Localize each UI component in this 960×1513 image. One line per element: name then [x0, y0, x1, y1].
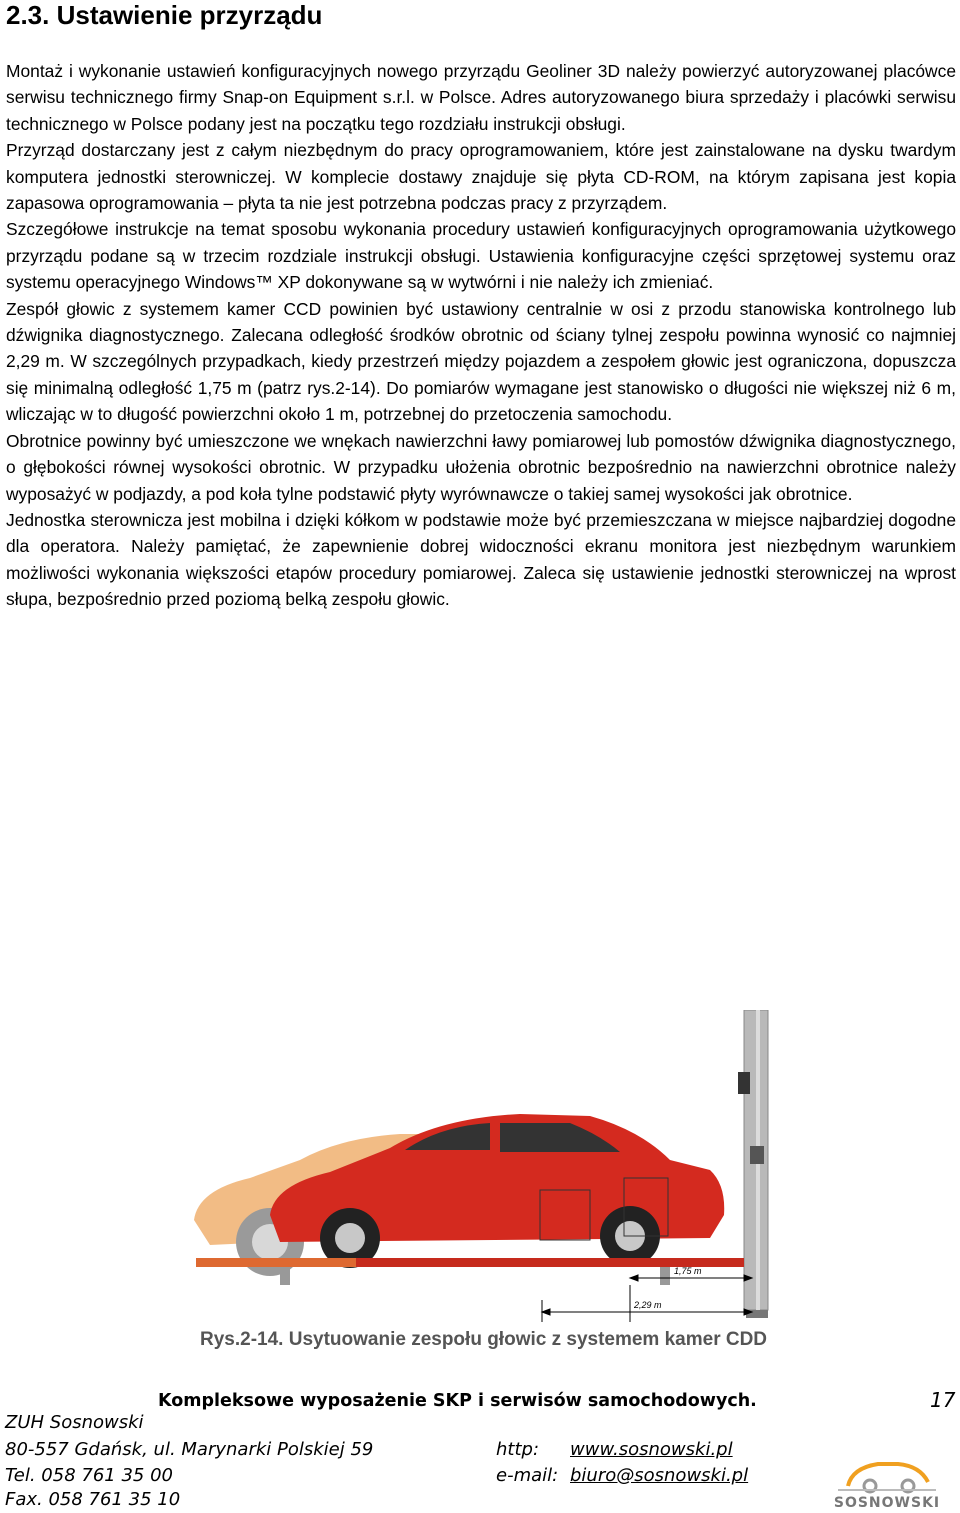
company-logo: [818, 1454, 956, 1510]
dimension-short-label: 1,75 m: [674, 1266, 702, 1276]
footer-http-label: http:: [496, 1439, 540, 1460]
paragraph-configuration: Szczegółowe instrukcje na temat sposobu wykonania procedury ustawień konfiguracyjnych oprogramowania użytkowego przyrządu podane są w trzecim rozdziale instrukcji obsługi. Ustawienia konfiguracyjne części sprzętowej systemu oraz systemu operacyjnego Windows™ XP dokonywane są w wytwórni i nie należy ich zmieniać.: [6, 219, 956, 293]
alignment-figure: [190, 1010, 770, 1355]
paragraph-head-position: Zespół głowic z systemem kamer CCD powinien być ustawiony centralnie w osi z przodu stanowiska kontrolnego lub dźwignika diagnostycznego. Zalecana odległość środków obrotnic od ściany tylnej zespołu powinna wynosić co najmniej 2,29 m. W szczególnych przypadkach, kiedy przestrzeń między pojazdem a zespołem głowic jest ograniczona, dopuszcza się minimalną odległość 1,75 m (patrz rys.2-14). Do pomiarów wymagane jest stanowisko o długości nie większej niż 6 m, wliczając w to długość powierzchni około 1 m, potrzebnej do przetoczenia samochodu.: [6, 298, 956, 425]
figure-caption: Rys.2-14. Usytuowanie zespołu głowic z systemem kamer CDD: [200, 1329, 768, 1350]
head-column: [738, 1010, 768, 1318]
footer-email-label: e-mail:: [496, 1465, 559, 1486]
footer-phone: Tel. 058 761 35 00: [5, 1465, 173, 1486]
footer-address: 80-557 Gdańsk, ul. Marynarki Polskiej 59: [5, 1439, 374, 1460]
footer-website-link[interactable]: www.sosnowski.pl: [570, 1439, 733, 1460]
paragraph-software: Przyrząd dostarczany jest z całym niezbędnym do pracy oprogramowaniem, które jest zainstalowane na dysku twardym komputera jednostki sterowniczej. W komplecie dostawy znajduje się płyta CD-ROM, na którym zapisana jest kopia zapasowa oprogramowania – płyta ta nie jest potrzebna podczas pracy z przyrządem.: [6, 140, 956, 214]
paragraph-turntables: Obrotnice powinny być umieszczone we wnękach nawierzchni ławy pomiarowej lub pomostów dźwignika diagnostycznego, o głębokości równej wysokości obrotnic. W przypadku ułożenia obrotnic bezpośrednio na nawierzchni obrotnice należy wyposażyć w podjazdy, a pod koła tylne podstawić płyty wyrównawcze o takiej samej wysokości jak obrotnice.: [6, 430, 956, 504]
page-number: 17: [930, 1388, 956, 1412]
paragraph-control-unit: Jednostka sterownicza jest mobilna i dzięki kółkom w podstawie może być przemieszczana w miejsce najbardziej dogodne dla operatora. Należy pamiętać, że zapewnienie dobrej widoczności ekranu monitora jest niezbędnym warunkiem możliwości wykonania większości etapów procedury pomiarowej. Zaleca się ustawienie jednostki sterowniczej na wprost słupa, bezpośrednio przed poziomą belką zespołu głowic.: [6, 509, 956, 610]
footer-fax: Fax. 058 761 35 10: [5, 1489, 181, 1510]
section-heading: 2.3. Ustawienie przyrządu: [6, 0, 323, 30]
dimension-lines: [542, 1275, 752, 1322]
paragraph-installation: Montaż i wykonanie ustawień konfiguracyjnych nowego przyrządu Geoliner 3D należy powierzyć autoryzowanej placówce serwisu technicznego firmy Snap-on Equipment s.r.l. w Polsce. Adres autoryzowanego biura sprzedaży i placówki serwisu technicznego w Polsce podany jest na początku tego rozdziału instrukcji obsługi.: [6, 61, 956, 134]
footer-company: ZUH Sosnowski: [5, 1412, 144, 1433]
logo-text: SOSNOWSKI: [833, 1495, 941, 1511]
footer-email-link[interactable]: biuro@sosnowski.pl: [570, 1465, 749, 1486]
body-text: [6, 58, 956, 613]
dimension-long-label: 2,29 m: [634, 1300, 662, 1310]
car-logo-icon: [818, 1454, 956, 1494]
car-red: [270, 1114, 724, 1268]
footer-tagline: Kompleksowe wyposażenie SKP i serwisów samochodowych.: [158, 1391, 757, 1411]
